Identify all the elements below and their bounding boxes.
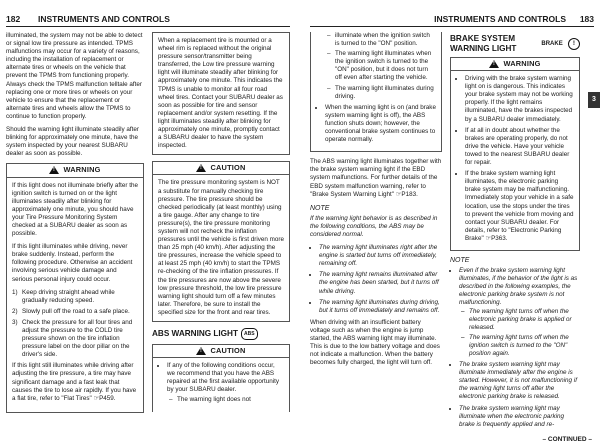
page-gutter — [296, 0, 304, 447]
warning-title: WARNING — [503, 59, 541, 68]
list-item: • The warning light illuminates during driving, but it turns off immediately and remains off. — [319, 299, 442, 315]
abs-heading: ABS WARNING LIGHT ABS — [152, 328, 290, 340]
continued-label: – CONTINUED – — [542, 436, 592, 443]
dash-list — [167, 396, 284, 404]
warning-box — [450, 57, 580, 251]
list-item: • Driving with the brake system warning light on is dangerous. This indicates your brake system may not be working properly. If the light remains illuminated, have the brakes inspected by a SUBARU dealer immediately. — [465, 75, 574, 124]
warning-header — [451, 58, 579, 71]
right-column-2 — [450, 32, 580, 432]
caution-box-2 — [152, 344, 290, 412]
paragraph: Should the warning light illuminate steadily after blinking for approximately one minute, have the system inspected by your nearest SUBARU dealer as soon as possible. — [6, 126, 140, 158]
paragraph: When a replacement tire is mounted or a wheel rim is replaced without the original pressure sensor/transmitter being transferred, the Low tire pressure warning light will illuminate steadily after blinking for approximately one minute. This indicates the TPMS is unable to monitor all four road wheel tires. Contact your SUBARU dealer as soon as possible for tire and sensor replacement and/or system resetting. If the light illuminates steadily after blinking for approximately one minute, promptly contact a SUBARU dealer to have the system inspected. — [158, 37, 283, 150]
paragraph: If this light still illuminates while driving after adjusting the tire pressure, a tire may have significant damage and a fast leak that causes the tire to lose air rapidly. If you have a flat tire, refer to "Flat Tires" ☞P459. — [12, 362, 137, 402]
paragraph: illuminated, the system may not be able to detect or signal low tire pressure as intended. TPMS malfunctions may occur for a variety of reasons, including the installation of replacement or alternate tires or wheels on the vehicle that prevent the TPMS from functioning properly. Always check the TPMS malfunction telltale after replacing one or more tires or wheels on your vehicle to ensure that the replacement or alternate tires and wheels allow the TPMS to continue to function properly. — [6, 32, 143, 120]
list-item: • The brake system warning light may illuminate when the electronic parking brake is frequently applied and re- — [459, 405, 580, 429]
list-item: – The warning light illuminates when the ignition switch is turned to the "ON" position, but it does not turn off even after starting the vehicle. — [335, 50, 436, 82]
caution-header — [153, 345, 289, 358]
caution-box — [152, 161, 290, 322]
caution-title: CAUTION — [210, 346, 246, 355]
left-column-1 — [6, 32, 144, 419]
dash-list — [459, 308, 580, 359]
right-page-header — [310, 14, 594, 27]
caution-icon — [196, 164, 206, 172]
list-item: • The brake system warning light may illuminate immediately after the engine is started. However, it is not malfunctioning if the warning light turns off after the electronic parking brake is released. — [459, 361, 580, 401]
bullet-list — [316, 104, 436, 144]
warning-icon — [49, 166, 59, 174]
step-item: 1) Keep driving straight ahead while gradually reducing speed. — [12, 288, 115, 304]
left-page — [0, 0, 296, 447]
warning-title: WARNING — [63, 165, 101, 175]
bullet-list — [316, 32, 436, 101]
list-item: – The warning light turns off when the ignition switch is turned to the "ON" position again. — [469, 334, 580, 358]
note-list — [310, 244, 442, 315]
brake-exclamation-icon: ! — [568, 38, 580, 50]
step-list — [12, 289, 138, 360]
note-intro: If the warning light behavior is as described in the following conditions, the ABS may be considered normal. — [310, 214, 438, 238]
list-item: • If the brake system warning light illuminates, the electronic parking brake system may be malfunctioning. Immediately stop your vehicle in a safe location, use the stops under the tires to prevent the vehicle from moving and contact your SUBARU dealer. For details, refer to "Electronic Parking Brake" ☞P363. — [465, 170, 574, 243]
list-item: • If at all in doubt about whether the brakes are operating properly, do not drive the vehicle. Have your vehicle towed to the nearest SUBARU dealer for repair. — [465, 127, 574, 167]
brake-warning-icon: BRAKE — [541, 40, 563, 47]
warning-box — [6, 163, 144, 412]
section-title: INSTRUMENTS AND CONTROLS — [434, 14, 566, 24]
list-item: – The warning light turns off when the electronic parking brake is applied or released. — [469, 308, 580, 332]
right-page — [304, 0, 600, 447]
note-title: NOTE — [450, 256, 470, 264]
caution-box-continued — [310, 32, 442, 152]
chapter-tab: 3 — [588, 92, 600, 108]
paragraph: If this light illuminates while driving, never brake suddenly. Instead, perform the following procedure. Otherwise an accident involving serious vehicle damage and serious personal injury could occur. — [12, 243, 133, 283]
abs-warning-icon: ABS — [241, 328, 258, 340]
right-column-1 — [310, 32, 442, 372]
step-item: 2) Slowly pull off the road to a safe place. — [12, 307, 130, 315]
caution-icon — [196, 347, 206, 355]
list-item: – The warning light does not — [177, 396, 284, 404]
dash-list: – illuminate when the ignition switch is turned to the "ON" position. – The warning light illuminates when the ignition switch is turned to the "ON" position, but it does not turn off even after starting the vehicle. – The warning light illuminates during driving. — [325, 32, 436, 101]
brake-system-heading: BRAKE SYSTEM WARNING LIGHT BRAKE ! — [450, 34, 580, 53]
list-item: • The warning light remains illuminated after the engine has been started, but it turns off while driving. — [319, 271, 442, 295]
section-title: INSTRUMENTS AND CONTROLS — [38, 14, 170, 24]
step-item: 3) Check the pressure for all four tires and adjust the pressure to the COLD tire pressure shown on the tire inflation pressure label on the door pillar on the driver's side. — [12, 318, 133, 359]
warning-header — [7, 164, 143, 177]
page-number: 183 — [579, 14, 594, 24]
paragraph: The tire pressure monitoring system is NOT a substitute for manually checking tire pressure. The tire pressure should be checked periodically (at least monthly) using a tire gauge. After any change to tire pressure(s), the tire pressure monitoring system will not recheck the inflation pressures until the vehicle is first driven more than 25 mph (40 km/h). After adjusting the tire pressures, increase the vehicle speed to at least 25 mph (40 km/h) to start the TPMS re-checking of the tire inflation pressures. If the tire pressures are now above the severe low pressure threshold, the low tire pressure warning light should turn off a few minutes later. Therefore, be sure to install the specified size for the front and rear tires. — [158, 179, 284, 316]
paragraph: If this light does not illuminate briefly after the ignition switch is turned on or the light illuminates steadily after blinking for approximately one minute, you should have your Tire Pressure Monitoring System checked at a SUBARU dealer as soon as possible. — [12, 181, 139, 238]
list-item: • Even if the brake system warning light illuminates, if the behavior of the light is as described in the following examples, the electronic parking brake system is not malfunctioning. – The warning light turns off when the electronic parking brake is applied or released. – The warning light turns off when the ignition switch is turned to the "ON" position again. — [459, 267, 580, 358]
caution-title: CAUTION — [210, 163, 246, 173]
paragraph: The ABS warning light illuminates together with the brake system warning light if the EBD system malfunctions. For further details of the EBD system malfunction warning, refer to "Brake System Warning Light" ☞P183. — [310, 158, 442, 198]
list-item: • If any of the following conditions occur, we recommend that you have the ABS repaired at the first available opportunity by your SUBARU dealer. – The warning light does not — [167, 362, 284, 404]
left-column-2 — [152, 32, 290, 412]
info-box — [152, 32, 290, 155]
list-item: – The warning light illuminates during driving. — [335, 85, 436, 101]
caution-header — [153, 162, 289, 175]
note-list — [450, 267, 580, 429]
bullet-list — [158, 362, 284, 404]
note-title: NOTE — [310, 204, 330, 212]
page-number: 182 — [6, 14, 21, 24]
list-item: • When the warning light is on (and brake system warning light is off), the ABS function shuts down; however, the conventional brake system continues to operate normally. — [325, 104, 436, 144]
list-item: • The warning light illuminates right after the engine is started but turns off immediately, remaining off. — [319, 244, 442, 268]
paragraph: When driving with an insufficient battery voltage such as when the engine is jump started, the ABS warning light may illuminate. This is due to the low battery voltage and does not indicate a malfunction. When the battery becomes fully charged, the light will turn off. — [310, 318, 440, 367]
warning-icon — [489, 60, 499, 68]
bullet-list — [456, 75, 574, 243]
left-page-header — [6, 14, 290, 27]
